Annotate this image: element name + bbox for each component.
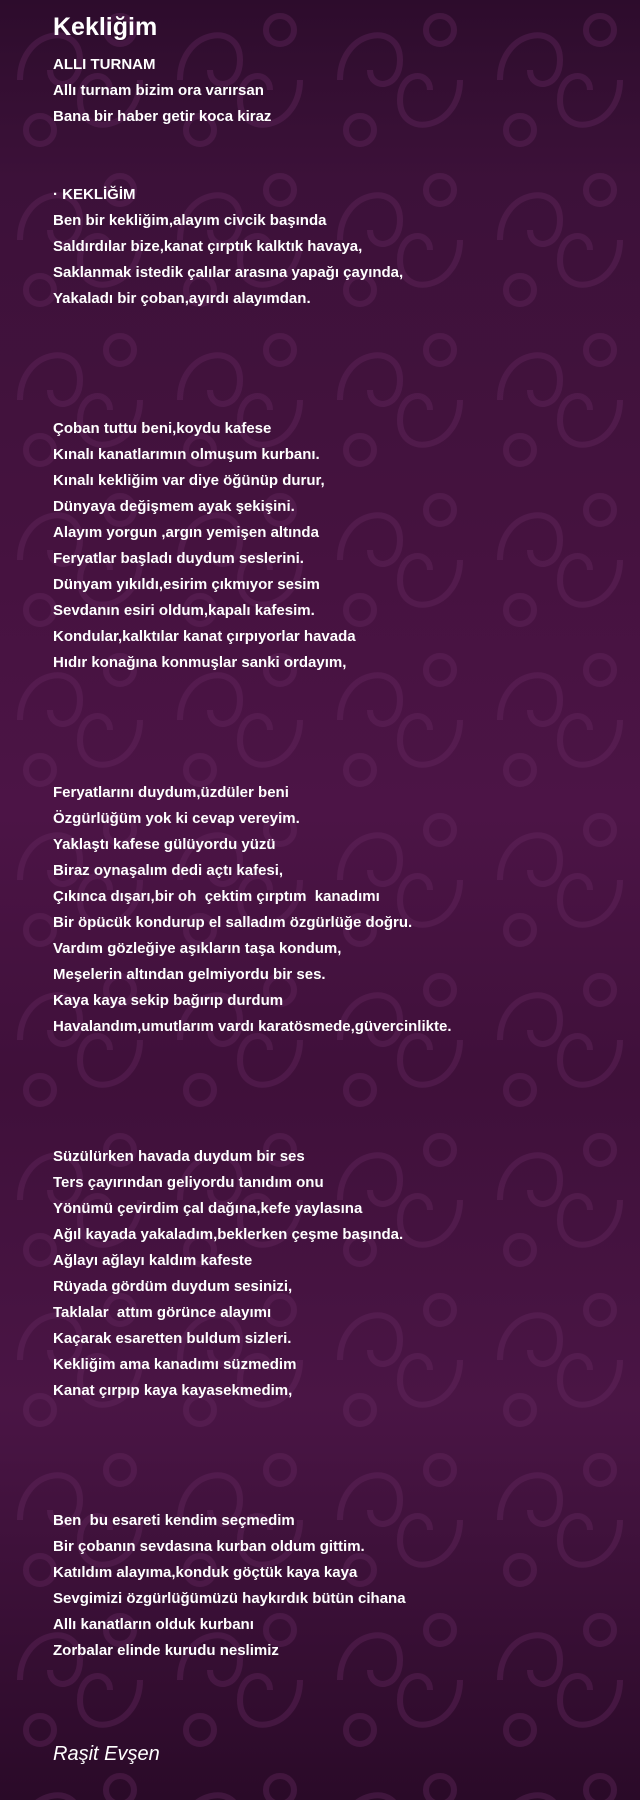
stanza-gap — [53, 1456, 623, 1482]
stanza-gap — [53, 338, 623, 364]
stanza-gap — [53, 1066, 623, 1092]
poem-line: Dünyaya değişmem ayak şekişini. — [53, 498, 295, 515]
stanza-gap — [53, 156, 623, 182]
poem-line: Allı turnam bizim ora varırsan — [53, 82, 264, 99]
poem-line: Ben bu esareti kendim seçmedim — [53, 1512, 295, 1529]
poem-line: Bir çobanın sevdasına kurban oldum gittim. — [53, 1538, 365, 1555]
poem-line: Sevgimizi özgürlüğümüzü haykırdık bütün cihana — [53, 1590, 406, 1607]
poem-line: Ters çayırından geliyordu tanıdım onu — [53, 1174, 324, 1191]
poem-line: Kınalı kanatlarımın olmuşum kurbanı. — [53, 446, 320, 463]
stanza-gap — [53, 1482, 623, 1508]
poem-line: Süzülürken havada duydum bir ses — [53, 1148, 305, 1165]
poem-line: Biraz oynaşalım dedi açtı kafesi, — [53, 862, 284, 879]
poem-line: Feryatlar başladı duydum seslerini. — [53, 550, 304, 567]
poem-line: Kaçarak esaretten buldum sizleri. — [53, 1330, 292, 1347]
poem-line: Meşelerin altından gelmiyordu bir ses. — [53, 966, 326, 983]
poem-line: Bana bir haber getir koca kiraz — [53, 108, 272, 125]
poem-body — [53, 52, 623, 1664]
stanza-gap — [53, 130, 623, 156]
stanza-gap — [53, 702, 623, 728]
poem-line: Saldırdılar bize,kanat çırptık kalktık havaya, — [53, 238, 363, 255]
stanza-gap — [53, 754, 623, 780]
poem-line: Yakaladı bir çoban,ayırdı alayımdan. — [53, 290, 311, 307]
poem-line: Ben bir kekliğim,alayım civcik başında — [53, 212, 327, 229]
stanza-gap — [53, 1404, 623, 1430]
poem-line: Yönümü çevirdim çal dağına,kefe yaylasına — [53, 1200, 363, 1217]
poem-line: Zorbalar elinde kurudu neslimiz — [53, 1642, 279, 1659]
poem-line: Kınalı kekliğim var diye öğünüp durur, — [53, 472, 325, 489]
poem-line: Çoban tuttu beni,koydu kafese — [53, 420, 272, 437]
poem-line: Kondular,kalktılar kanat çırpıyorlar havada — [53, 628, 356, 645]
poem-line: Saklanmak istedik çalılar arasına yapağı çayında, — [53, 264, 404, 281]
poem-line: Feryatlarını duydum,üzdüler beni — [53, 784, 289, 801]
poem-line: Kekliğim ama kanadımı süzmedim — [53, 1356, 297, 1373]
author-name: Raşit Evşen — [53, 1743, 160, 1765]
poem-title: Kekliğim — [53, 13, 158, 41]
poem-line: Dünyam yıkıldı,esirim çıkmıyor sesim — [53, 576, 320, 593]
stanza-gap — [53, 364, 623, 390]
poem-line: Ağlayı ağlayı kaldım kafeste — [53, 1252, 253, 1269]
poem-line: Sevdanın esiri oldum,kapalı kafesim. — [53, 602, 315, 619]
poem-line: Vardım gözleğiye aşıkların taşa kondum, — [53, 940, 342, 957]
stanza-gap — [53, 676, 623, 702]
poem-line: Taklalar attım görünce alayımı — [53, 1304, 272, 1321]
poem-line: Kaya kaya sekip bağırıp durdum — [53, 992, 284, 1009]
poem-line: Allı kanatların olduk kurbanı — [53, 1616, 254, 1633]
poem-line: Kanat çırpıp kaya kayasekmedim, — [53, 1382, 293, 1399]
stanza-gap — [53, 1430, 623, 1456]
poem-line: Çıkınca dışarı,bir oh çektim çırptım kanadımı — [53, 888, 380, 905]
poem-line: Yaklaştı kafese gülüyordu yüzü — [53, 836, 276, 853]
poem-line: Rüyada gördüm duydum sesinizi, — [53, 1278, 293, 1295]
poem-line: ALLI TURNAM — [53, 56, 156, 73]
stanza-gap — [53, 728, 623, 754]
poem-line: Hıdır konağına konmuşlar sanki ordayım, — [53, 654, 347, 671]
poem-line: Ağıl kayada yakaladım,beklerken çeşme başında. — [53, 1226, 404, 1243]
stanza-gap — [53, 1040, 623, 1066]
poem-line: Havalandım,umutlarım vardı karatösmede,güvercinlikte. — [53, 1018, 452, 1035]
stanza-gap — [53, 312, 623, 338]
stanza-gap — [53, 1118, 623, 1144]
stanza-gap — [53, 1092, 623, 1118]
poem-line: Alayım yorgun ,argın yemişen altında — [53, 524, 319, 541]
poem-line: · KEKLİĞİM — [53, 186, 136, 203]
poem-line: Katıldım alayıma,konduk göçtük kaya kaya — [53, 1564, 358, 1581]
poem-line: Özgürlüğüm yok ki cevap vereyim. — [53, 810, 300, 827]
stanza-gap — [53, 390, 623, 416]
poem-line: Bir öpücük kondurup el salladım özgürlüğe doğru. — [53, 914, 413, 931]
